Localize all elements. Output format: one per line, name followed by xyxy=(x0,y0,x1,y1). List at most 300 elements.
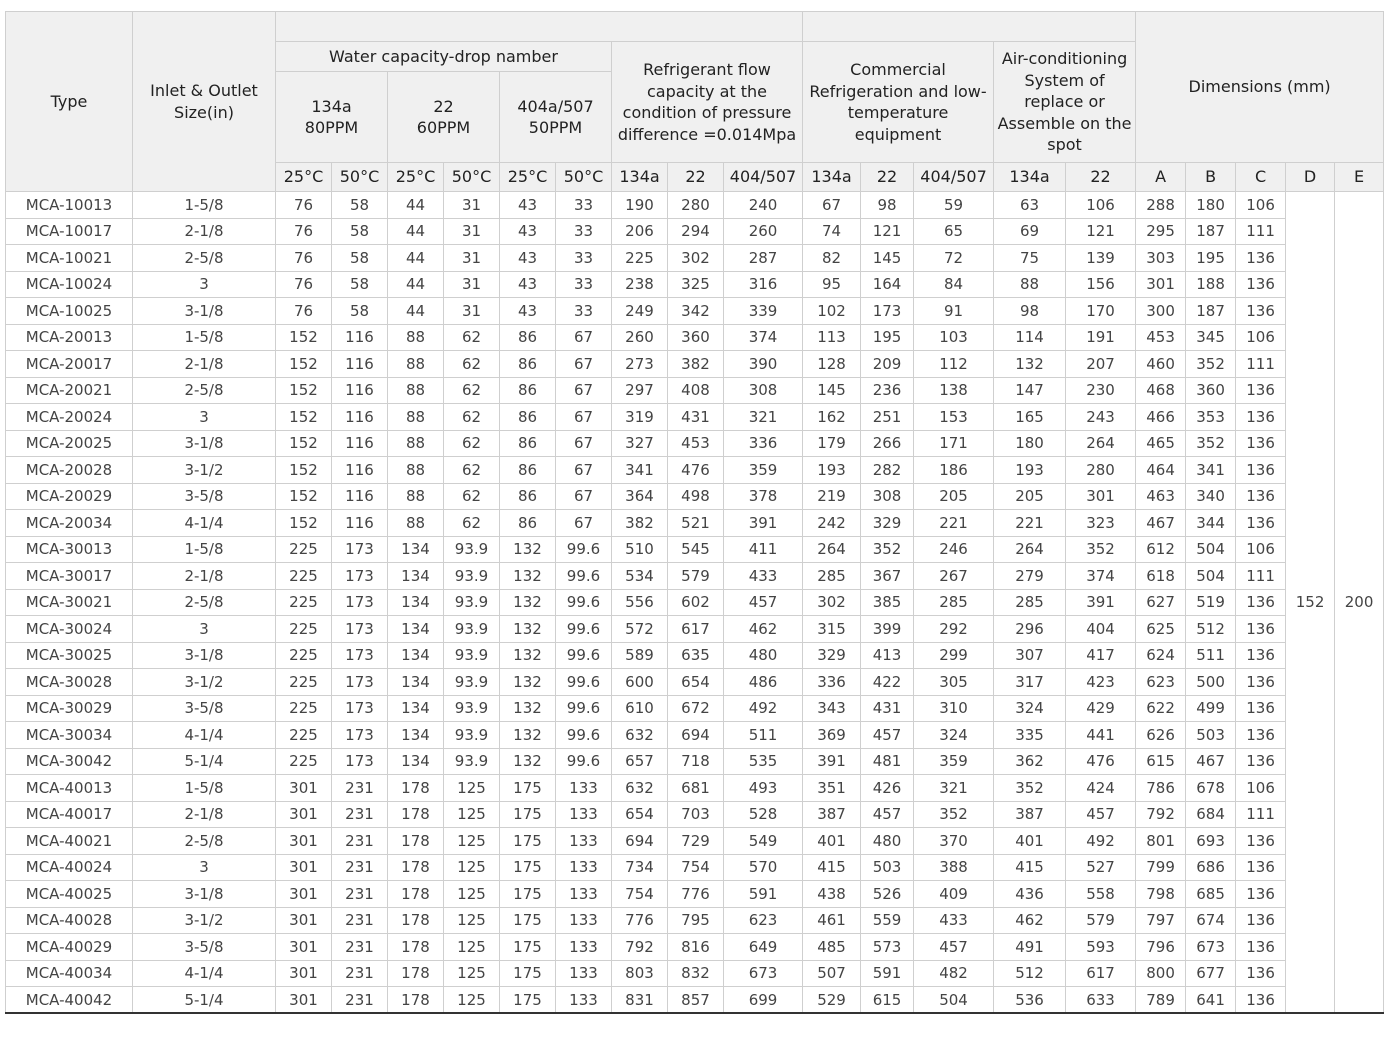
table-cell: 165 xyxy=(994,404,1066,431)
table-row xyxy=(6,192,1384,219)
table-row xyxy=(6,218,1384,245)
table-cell: 465 xyxy=(1136,430,1186,457)
table-cell: 93.9 xyxy=(444,642,500,669)
table-cell: 526 xyxy=(861,881,914,908)
table-cell: 559 xyxy=(861,907,914,934)
table-row xyxy=(6,351,1384,378)
table-cell: 280 xyxy=(1066,457,1136,484)
table-cell: 558 xyxy=(1066,881,1136,908)
table-cell: 230 xyxy=(1066,377,1136,404)
table-cell: 4-1/4 xyxy=(133,722,276,749)
table-cell: 718 xyxy=(668,748,724,775)
header-temperature: 50°C xyxy=(556,163,612,192)
table-cell: 72 xyxy=(914,245,994,272)
table-cell: 816 xyxy=(668,934,724,961)
table-cell: 468 xyxy=(1136,377,1186,404)
table-cell: 121 xyxy=(1066,218,1136,245)
table-cell: 58 xyxy=(332,271,388,298)
table-cell: 93.9 xyxy=(444,563,500,590)
table-cell: 1-5/8 xyxy=(133,192,276,219)
table-cell: 5-1/4 xyxy=(133,748,276,775)
table-cell: 625 xyxy=(1136,616,1186,643)
table-cell: 136 xyxy=(1236,960,1286,987)
table-cell: 1-5/8 xyxy=(133,536,276,563)
water-sub-ppm: 60PPM xyxy=(416,118,471,137)
table-cell: 507 xyxy=(803,960,861,987)
table-cell: 2-1/8 xyxy=(133,801,276,828)
table-cell: 301 xyxy=(276,934,332,961)
table-cell: 352 xyxy=(914,801,994,828)
table-cell: 3-1/8 xyxy=(133,430,276,457)
header-water-sub xyxy=(276,72,388,163)
table-cell: 136 xyxy=(1236,748,1286,775)
table-cell: 623 xyxy=(1136,669,1186,696)
table-cell: 62 xyxy=(444,404,500,431)
table-cell: 136 xyxy=(1236,298,1286,325)
table-cell: 492 xyxy=(1066,828,1136,855)
table-cell: 457 xyxy=(861,722,914,749)
table-cell: 480 xyxy=(724,642,803,669)
table-cell: 279 xyxy=(994,563,1066,590)
table-cell: 461 xyxy=(803,907,861,934)
table-cell: 178 xyxy=(388,828,444,855)
table-cell: 43 xyxy=(500,271,556,298)
table-cell: 33 xyxy=(556,298,612,325)
table-cell: 134 xyxy=(388,616,444,643)
table-cell: 260 xyxy=(724,218,803,245)
table-cell: 734 xyxy=(612,854,668,881)
header-air-conditioning: Air-conditioning System of replace or Assemble on the spot xyxy=(994,42,1136,163)
table-cell: 3-1/2 xyxy=(133,907,276,934)
table-cell: 529 xyxy=(803,987,861,1014)
table-cell: 417 xyxy=(1066,642,1136,669)
table-cell: 387 xyxy=(803,801,861,828)
table-cell: 134 xyxy=(388,536,444,563)
table-cell: 133 xyxy=(556,881,612,908)
table-cell: 641 xyxy=(1186,987,1236,1014)
cell-type: MCA-10025 xyxy=(6,298,133,325)
header-dimensions: Dimensions (mm) xyxy=(1136,12,1384,163)
table-cell: 3-1/8 xyxy=(133,298,276,325)
table-cell: 190 xyxy=(612,192,668,219)
table-cell: 1-5/8 xyxy=(133,775,276,802)
table-cell: 125 xyxy=(444,960,500,987)
header-commercial-refrigeration: Commercial Refrigeration and low-temperature equipment xyxy=(803,42,994,163)
table-cell: 132 xyxy=(994,351,1066,378)
table-cell: 62 xyxy=(444,351,500,378)
table-cell: 58 xyxy=(332,245,388,272)
table-cell: 295 xyxy=(1136,218,1186,245)
table-row xyxy=(6,801,1384,828)
table-cell: 612 xyxy=(1136,536,1186,563)
table-cell: 147 xyxy=(994,377,1066,404)
cell-type: MCA-20025 xyxy=(6,430,133,457)
table-cell: 632 xyxy=(612,722,668,749)
table-cell: 136 xyxy=(1236,669,1286,696)
table-cell: 754 xyxy=(668,854,724,881)
table-cell: 173 xyxy=(332,616,388,643)
table-cell: 62 xyxy=(444,457,500,484)
table-cell: 128 xyxy=(803,351,861,378)
table-cell: 632 xyxy=(612,775,668,802)
table-cell: 303 xyxy=(1136,245,1186,272)
table-cell: 125 xyxy=(444,907,500,934)
table-cell: 415 xyxy=(994,854,1066,881)
header-refrigerant-flow: Refrigerant flow capacity at the condition of pressure difference =0.014Mpa xyxy=(612,42,803,163)
table-cell: 796 xyxy=(1136,934,1186,961)
table-cell: 231 xyxy=(332,854,388,881)
table-cell: 136 xyxy=(1236,854,1286,881)
table-cell: 136 xyxy=(1236,404,1286,431)
table-cell: 500 xyxy=(1186,669,1236,696)
table-cell: 86 xyxy=(500,404,556,431)
water-sub-ppm: 80PPM xyxy=(304,118,359,137)
table-cell: 462 xyxy=(724,616,803,643)
cell-type: MCA-20024 xyxy=(6,404,133,431)
table-cell: 534 xyxy=(612,563,668,590)
table-cell: 799 xyxy=(1136,854,1186,881)
cell-type: MCA-30021 xyxy=(6,589,133,616)
table-row xyxy=(6,457,1384,484)
table-cell: 602 xyxy=(668,589,724,616)
table-cell: 43 xyxy=(500,245,556,272)
table-cell: 178 xyxy=(388,881,444,908)
table-cell: 175 xyxy=(500,987,556,1014)
table-cell: 74 xyxy=(803,218,861,245)
table-cell: 173 xyxy=(332,669,388,696)
table-cell: 374 xyxy=(1066,563,1136,590)
table-cell: 193 xyxy=(803,457,861,484)
table-cell: 301 xyxy=(276,960,332,987)
table-cell: 319 xyxy=(612,404,668,431)
table-cell: 238 xyxy=(612,271,668,298)
table-cell: 464 xyxy=(1136,457,1186,484)
table-cell: 308 xyxy=(861,483,914,510)
table-cell: 305 xyxy=(914,669,994,696)
table-cell: 65 xyxy=(914,218,994,245)
header-dimension-col: A xyxy=(1136,163,1186,192)
table-cell: 798 xyxy=(1136,881,1186,908)
table-cell: 341 xyxy=(612,457,668,484)
table-row xyxy=(6,669,1384,696)
table-cell: 573 xyxy=(861,934,914,961)
table-row xyxy=(6,483,1384,510)
table-cell: 136 xyxy=(1236,695,1286,722)
table-cell: 485 xyxy=(803,934,861,961)
table-cell: 408 xyxy=(668,377,724,404)
table-cell: 116 xyxy=(332,404,388,431)
table-cell: 2-5/8 xyxy=(133,377,276,404)
header-water-sub xyxy=(500,72,612,163)
table-cell: 615 xyxy=(861,987,914,1014)
table-cell: 292 xyxy=(914,616,994,643)
table-cell: 325 xyxy=(668,271,724,298)
table-cell: 481 xyxy=(861,748,914,775)
table-cell: 236 xyxy=(861,377,914,404)
header-dimension-col: C xyxy=(1236,163,1286,192)
table-cell: 231 xyxy=(332,960,388,987)
table-cell: 2-5/8 xyxy=(133,828,276,855)
table-row xyxy=(6,616,1384,643)
table-cell: 677 xyxy=(1186,960,1236,987)
table-cell: 195 xyxy=(1186,245,1236,272)
table-cell: 132 xyxy=(500,563,556,590)
table-cell: 404 xyxy=(1066,616,1136,643)
table-cell: 88 xyxy=(388,510,444,537)
table-cell: 321 xyxy=(914,775,994,802)
table-cell: 288 xyxy=(1136,192,1186,219)
table-cell: 591 xyxy=(861,960,914,987)
table-cell: 703 xyxy=(668,801,724,828)
table-cell: 133 xyxy=(556,775,612,802)
table-cell: 362 xyxy=(994,748,1066,775)
cell-type: MCA-40021 xyxy=(6,828,133,855)
table-cell: 457 xyxy=(724,589,803,616)
table-cell: 321 xyxy=(724,404,803,431)
table-cell: 633 xyxy=(1066,987,1136,1014)
table-cell: 512 xyxy=(1186,616,1236,643)
table-cell: 98 xyxy=(861,192,914,219)
table-cell: 225 xyxy=(276,642,332,669)
table-cell: 301 xyxy=(276,907,332,934)
table-cell: 152 xyxy=(276,377,332,404)
table-cell: 424 xyxy=(1066,775,1136,802)
cell-type: MCA-20013 xyxy=(6,324,133,351)
table-cell: 88 xyxy=(994,271,1066,298)
table-cell: 67 xyxy=(556,324,612,351)
table-cell: 491 xyxy=(994,934,1066,961)
table-cell: 329 xyxy=(861,510,914,537)
table-cell: 3-5/8 xyxy=(133,695,276,722)
table-cell: 125 xyxy=(444,881,500,908)
table-cell: 88 xyxy=(388,351,444,378)
table-cell: 125 xyxy=(444,775,500,802)
table-cell: 175 xyxy=(500,960,556,987)
table-cell: 339 xyxy=(724,298,803,325)
table-cell: 152 xyxy=(276,510,332,537)
table-cell: 301 xyxy=(276,987,332,1014)
table-cell: 264 xyxy=(1066,430,1136,457)
table-cell: 273 xyxy=(612,351,668,378)
table-cell: 145 xyxy=(861,245,914,272)
table-cell: 792 xyxy=(1136,801,1186,828)
table-cell: 156 xyxy=(1066,271,1136,298)
table-cell: 3-5/8 xyxy=(133,483,276,510)
header-temperature: 25°C xyxy=(388,163,444,192)
table-row xyxy=(6,245,1384,272)
table-cell: 512 xyxy=(994,960,1066,987)
header-commercial-col: 22 xyxy=(861,163,914,192)
table-cell: 519 xyxy=(1186,589,1236,616)
cell-type: MCA-30025 xyxy=(6,642,133,669)
table-cell: 173 xyxy=(332,563,388,590)
table-cell: 132 xyxy=(500,589,556,616)
table-cell: 116 xyxy=(332,324,388,351)
table-cell: 31 xyxy=(444,245,500,272)
table-cell: 622 xyxy=(1136,695,1186,722)
table-cell: 378 xyxy=(724,483,803,510)
table-cell: 88 xyxy=(388,483,444,510)
table-cell: 422 xyxy=(861,669,914,696)
table-cell: 121 xyxy=(861,218,914,245)
table-cell: 86 xyxy=(500,483,556,510)
table-cell: 225 xyxy=(276,616,332,643)
table-cell: 31 xyxy=(444,298,500,325)
header-temperature: 25°C xyxy=(500,163,556,192)
table-cell: 617 xyxy=(1066,960,1136,987)
table-cell: 436 xyxy=(994,881,1066,908)
table-cell: 480 xyxy=(861,828,914,855)
table-cell: 4-1/4 xyxy=(133,960,276,987)
table-cell: 67 xyxy=(556,457,612,484)
table-cell: 134 xyxy=(388,563,444,590)
table-cell: 178 xyxy=(388,854,444,881)
table-cell: 803 xyxy=(612,960,668,987)
cell-type: MCA-40028 xyxy=(6,907,133,934)
table-row xyxy=(6,430,1384,457)
table-cell: 301 xyxy=(276,801,332,828)
table-cell: 67 xyxy=(556,483,612,510)
table-cell: 360 xyxy=(668,324,724,351)
table-cell: 44 xyxy=(388,218,444,245)
table-cell: 264 xyxy=(994,536,1066,563)
header-water-sub xyxy=(388,72,500,163)
table-cell: 59 xyxy=(914,192,994,219)
header-temperature: 50°C xyxy=(332,163,388,192)
table-cell: 297 xyxy=(612,377,668,404)
table-cell: 280 xyxy=(668,192,724,219)
table-cell: 88 xyxy=(388,430,444,457)
table-cell: 374 xyxy=(724,324,803,351)
table-cell: 493 xyxy=(724,775,803,802)
table-cell: 401 xyxy=(803,828,861,855)
water-sub-refrigerant: 134a xyxy=(311,96,352,116)
table-cell: 301 xyxy=(276,854,332,881)
table-cell: 67 xyxy=(556,377,612,404)
table-cell: 686 xyxy=(1186,854,1236,881)
table-cell: 106 xyxy=(1066,192,1136,219)
table-cell: 492 xyxy=(724,695,803,722)
table-cell: 180 xyxy=(994,430,1066,457)
table-cell: 116 xyxy=(332,430,388,457)
header-type: Type xyxy=(6,12,133,192)
table-cell: 132 xyxy=(500,536,556,563)
table-cell: 243 xyxy=(1066,404,1136,431)
table-cell: 423 xyxy=(1066,669,1136,696)
table-cell: 175 xyxy=(500,854,556,881)
table-row xyxy=(6,987,1384,1014)
table-cell: 801 xyxy=(1136,828,1186,855)
table-cell: 390 xyxy=(724,351,803,378)
table-row xyxy=(6,589,1384,616)
table-cell: 282 xyxy=(861,457,914,484)
cell-type: MCA-20017 xyxy=(6,351,133,378)
table-cell: 352 xyxy=(994,775,1066,802)
table-cell: 399 xyxy=(861,616,914,643)
table-cell: 44 xyxy=(388,192,444,219)
table-cell: 99.6 xyxy=(556,669,612,696)
table-cell: 136 xyxy=(1236,642,1286,669)
table-cell: 134 xyxy=(388,642,444,669)
table-cell: 136 xyxy=(1236,934,1286,961)
table-cell: 800 xyxy=(1136,960,1186,987)
table-cell: 86 xyxy=(500,430,556,457)
table-cell: 511 xyxy=(1186,642,1236,669)
table-cell: 301 xyxy=(1136,271,1186,298)
table-cell: 426 xyxy=(861,775,914,802)
table-cell: 329 xyxy=(803,642,861,669)
table-cell: 136 xyxy=(1236,377,1286,404)
table-row xyxy=(6,642,1384,669)
table-cell: 457 xyxy=(1066,801,1136,828)
table-cell: 152 xyxy=(276,457,332,484)
cell-type: MCA-20034 xyxy=(6,510,133,537)
cell-type: MCA-20021 xyxy=(6,377,133,404)
table-cell: 99.6 xyxy=(556,563,612,590)
table-cell: 610 xyxy=(612,695,668,722)
table-cell: 535 xyxy=(724,748,803,775)
table-cell: 93.9 xyxy=(444,695,500,722)
spec-table xyxy=(5,11,1384,1014)
table-cell: 5-1/4 xyxy=(133,987,276,1014)
table-cell: 178 xyxy=(388,775,444,802)
cell-type: MCA-30034 xyxy=(6,722,133,749)
table-cell: 136 xyxy=(1236,271,1286,298)
table-cell: 173 xyxy=(332,536,388,563)
header-temperature: 25°C xyxy=(276,163,332,192)
table-cell: 225 xyxy=(276,695,332,722)
table-row xyxy=(6,775,1384,802)
table-cell: 593 xyxy=(1066,934,1136,961)
table-cell: 31 xyxy=(444,218,500,245)
table-cell: 206 xyxy=(612,218,668,245)
table-cell: 486 xyxy=(724,669,803,696)
table-cell: 433 xyxy=(914,907,994,934)
table-cell: 391 xyxy=(803,748,861,775)
table-cell: 285 xyxy=(803,563,861,590)
table-cell: 352 xyxy=(1186,351,1236,378)
table-cell: 251 xyxy=(861,404,914,431)
cell-type: MCA-20028 xyxy=(6,457,133,484)
table-cell: 93.9 xyxy=(444,669,500,696)
table-cell: 462 xyxy=(994,907,1066,934)
table-cell: 231 xyxy=(332,907,388,934)
table-cell: 340 xyxy=(1186,483,1236,510)
table-cell: 99.6 xyxy=(556,748,612,775)
table-cell: 441 xyxy=(1066,722,1136,749)
table-cell: 431 xyxy=(668,404,724,431)
table-cell: 460 xyxy=(1136,351,1186,378)
table-cell: 82 xyxy=(803,245,861,272)
table-cell: 382 xyxy=(668,351,724,378)
table-cell: 287 xyxy=(724,245,803,272)
table-cell: 132 xyxy=(500,669,556,696)
table-cell: 178 xyxy=(388,801,444,828)
table-cell: 776 xyxy=(668,881,724,908)
table-row xyxy=(6,854,1384,881)
table-row xyxy=(6,563,1384,590)
table-cell: 674 xyxy=(1186,907,1236,934)
table-cell: 476 xyxy=(668,457,724,484)
table-cell: 125 xyxy=(444,987,500,1014)
table-cell: 99.6 xyxy=(556,722,612,749)
table-cell: 352 xyxy=(1066,536,1136,563)
table-cell: 382 xyxy=(612,510,668,537)
table-cell: 75 xyxy=(994,245,1066,272)
table-cell: 308 xyxy=(724,377,803,404)
water-sub-refrigerant: 404a/507 xyxy=(517,96,594,116)
table-cell: 795 xyxy=(668,907,724,934)
